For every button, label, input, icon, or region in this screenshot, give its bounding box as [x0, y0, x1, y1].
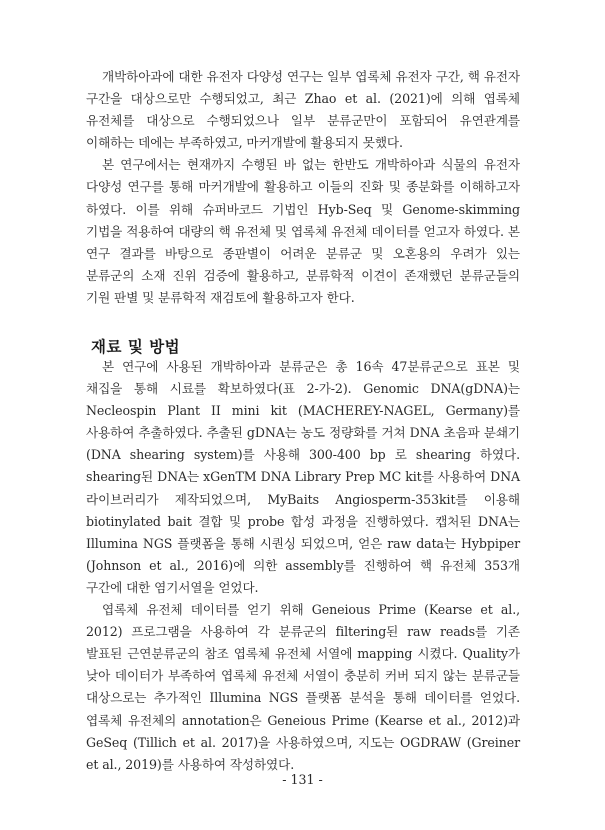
intro-paragraph-2: 본 연구에서는 현재까지 수행된 바 없는 한반도 개박하아과 식물의 유전자 다양성 연구를 통해 마커개발에 활용하고 이들의 진화 및 종분화를 이해하고자 하였다. 이를 위해 슈퍼바코드 기법인 Hyb-Seq 및 Genome-skimming 기법을 적용하여 대량의 핵 유전체 및 엽록체 유전체 데이터를 얻고자 하였다. 본 연구 결과를 바탕으로 종판별이 어려운 분류군 및 오혼용의 우려가 있는 분류군의 소재 진위 검증에 활용하고, 분류학적 이견이 존재했던 분류군들의 기원 판별 및 분류학적 재검토에 활용하고자 한다.: [86, 157, 520, 305]
section-heading-methods: 재료 및 방법: [91, 337, 181, 356]
methods-section: [86, 356, 520, 776]
page-number: - 131 -: [282, 772, 323, 787]
methods-paragraph-1: 본 연구에 사용된 개박하아과 분류군은 총 16속 47분류군으로 표본 및 채집을 통해 시료를 확보하였다(표 2-가-2). Genomic DNA(gDNA)는 Necleospin Plant II mini kit (MACHEREY-NAGEL, Germany)를 사용하여 추출하였다. 추출된 gDNA는 농도 정량화를 거쳐 DNA 초음파 분쇄기 (DNA shearing system)를 사용해 300-400 bp 로 shearing 하였다. shearing된 DNA는 xGenTM DNA Library Prep MC kit를 사용하여 DNA 라이브러리가 제작되었으며, MyBaits Angiosperm-353kit를 이용해 biotinylated bait 결합 및 probe 합성 과정을 진행하였다. 캡처된 DNA는 Illumina NGS 플랫폼을 통해 시퀀싱 되었으며, 얻은 raw data는 Hybpiper (Johnson et al., 2016)에 의한 assembly를 진행하여 핵 유전체 353개 구간에 대한 염기서열을 얻었다.: [86, 359, 520, 595]
intro-paragraph-1: 개박하아과에 대한 유전자 다양성 연구는 일부 엽록체 유전자 구간, 핵 유전자 구간을 대상으로만 수행되었고, 최근 Zhao et al. (2021)에 의해 엽록체 유전체를 대상으로 수행되었으나 일부 분류군만이 포함되어 유연관계를 이해하는 데에는 부족하였고, 마커개발에 활용되지 못했다.: [86, 69, 520, 151]
methods-paragraph-2: 엽록체 유전체 데이터를 얻기 위해 Geneious Prime (Kearse et al., 2012) 프로그램을 사용하여 각 분류군의 filtering된 raw reads를 기존 발표된 근연분류군의 참조 엽록체 유전체 서열에 mapping 시켰다. Quality가 낮아 데이터가 부족하여 엽록체 유전체 서열이 충분히 커버 되지 않는 분류군들 대상으로는 추가적인 Illumina NGS 플랫폼 분석을 통해 데이터를 얻었다. 엽록체 유전체의 annotation은 Geneious Prime (Kearse et al., 2012)과 GeSeq (Tillich et al. 2017)을 사용하였으며, 지도는 OGDRAW (Greiner et al., 2019)를 사용하여 작성하였다.: [86, 602, 520, 772]
intro-section: [86, 66, 520, 309]
